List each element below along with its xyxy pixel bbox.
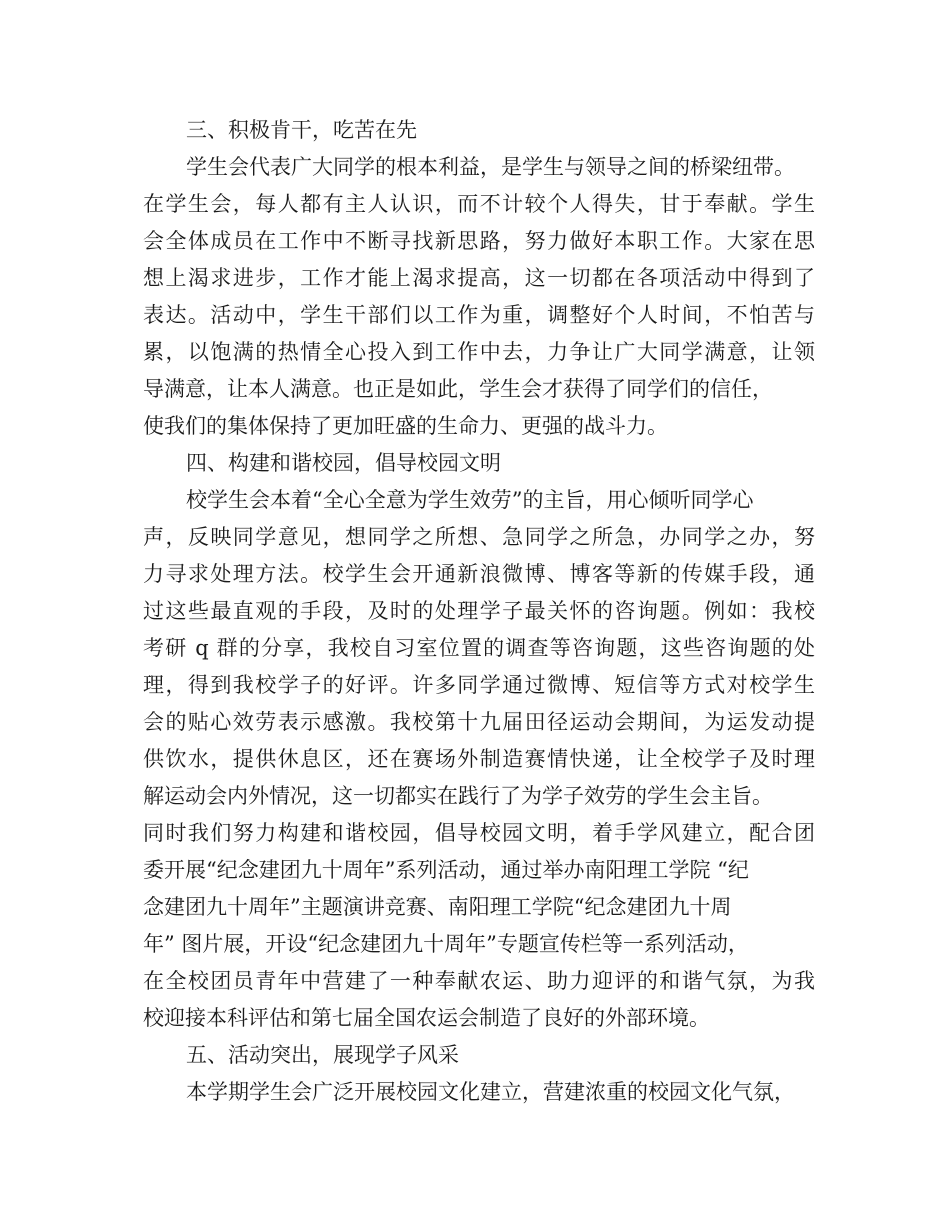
paragraph-line: 过这些最直观的手段，及时的处理学子最关怀的咨询题。例如：我校	[143, 599, 815, 623]
paragraph-line: 年” 图片展，开设“纪念建团九十周年”专题宣传栏等一系列活动，	[143, 932, 749, 956]
section-heading: 五、活动突出，展现学子风采	[186, 1043, 459, 1067]
paragraph-line: 校迎接本科评估和第七届全国农运会制造了良好的外部环境。	[143, 1006, 710, 1030]
paragraph-line: 学生会代表广大同学的根本利益，是学生与领导之间的桥梁纽带。	[186, 155, 795, 179]
paragraph-line: 在全校团员青年中营建了一种奉献农运、助力迎评的和谐气氛，为我	[143, 969, 815, 993]
paragraph-line: 会的贴心效劳表示感激。我校第十九届田径运动会期间，为运发动提	[143, 710, 815, 734]
paragraph-line: 力寻求处理方法。校学生会开通新浪微博、博客等新的传媒手段，通	[143, 562, 815, 586]
paragraph-line: 想上渴求进步，工作才能上渴求提高，这一切都在各项活动中得到了	[143, 266, 815, 290]
paragraph-line: 使我们的集体保持了更加旺盛的生命力、更强的战斗力。	[143, 414, 668, 438]
paragraph-line: 念建团九十周年”主题演讲竞赛、南阳理工学院“纪念建团九十周	[143, 895, 732, 919]
paragraph-line: 声，反映同学意见，想同学之所想、急同学之所急，办同学之办，努	[143, 525, 815, 549]
paragraph-line: 同时我们努力构建和谐校园，倡导校园文明，着手学风建立，配合团	[143, 821, 815, 845]
paragraph-line: 供饮水，提供休息区，还在赛场外制造赛情快递，让全校学子及时理	[143, 747, 815, 771]
paragraph-line: 考研 q 群的分享，我校自习室位置的调查等咨询题，这些咨询题的处	[143, 636, 815, 660]
paragraph-line: 累，以饱满的热情全心投入到工作中去，力争让广大同学满意，让领	[143, 340, 815, 364]
paragraph-line: 导满意，让本人满意。也正是如此，学生会才获得了同学们的信任，	[143, 377, 773, 401]
document-body	[143, 112, 815, 1111]
paragraph-line: 本学期学生会广泛开展校园文化建立，营建浓重的校园文化气氛，	[186, 1080, 795, 1104]
section-heading: 三、积极肯干，吃苦在先	[186, 118, 417, 142]
paragraph-line: 理，得到我校学子的好评。许多同学通过微博、短信等方式对校学生	[143, 673, 815, 697]
paragraph-line: 在学生会，每人都有主人认识，而不计较个人得失，甘于奉献。学生	[143, 192, 815, 216]
section-heading: 四、构建和谐校园，倡导校园文明	[186, 451, 501, 475]
paragraph-line: 表达。活动中，学生干部们以工作为重，调整好个人时间，不怕苦与	[143, 303, 815, 327]
paragraph-line: 委开展“纪念建团九十周年”系列活动，通过举办南阳理工学院 “纪	[143, 858, 749, 882]
paragraph-line: 解运动会内外情况，这一切都实在践行了为学子效劳的学生会主旨。	[143, 784, 773, 808]
paragraph-line: 校学生会本着“全心全意为学生效劳”的主旨，用心倾听同学心	[186, 488, 754, 512]
paragraph-line: 会全体成员在工作中不断寻找新思路，努力做好本职工作。大家在思	[143, 229, 815, 253]
